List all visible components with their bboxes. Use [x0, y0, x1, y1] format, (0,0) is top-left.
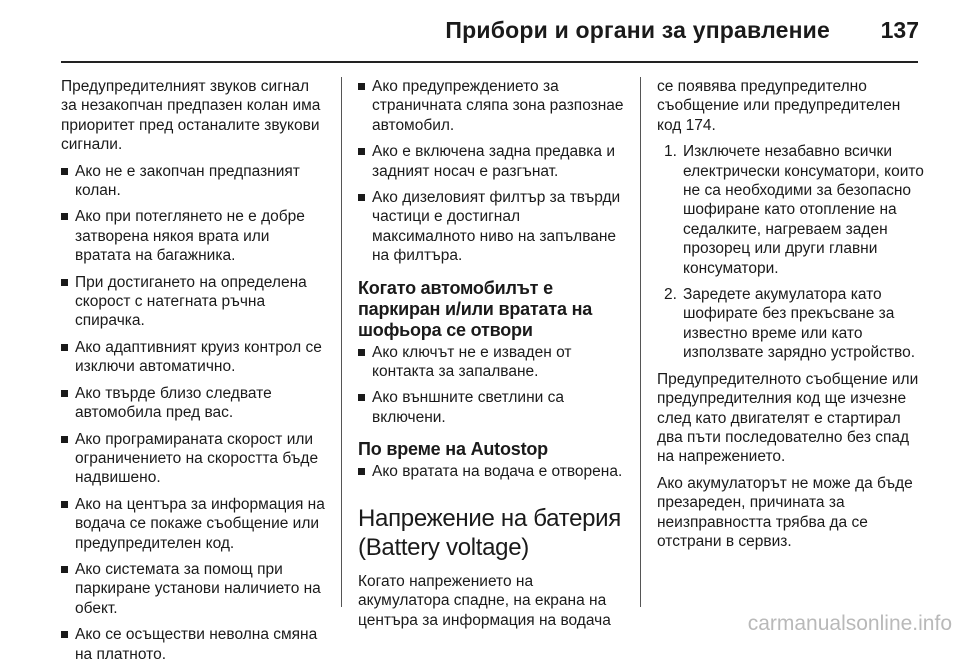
page-title: Прибори и органи за управление: [445, 17, 830, 43]
step-number: 1.: [664, 143, 677, 161]
list-item: Ако системата за помощ при паркиране установи наличието на обект.: [61, 560, 326, 618]
column-3: [657, 77, 927, 558]
list-item: Ако адаптивният круиз контрол се изключи автоматично.: [61, 338, 326, 377]
bullet-icon: [61, 631, 68, 638]
column-1: [61, 77, 326, 671]
list-item: Ако вратата на водача е отворена.: [358, 462, 626, 481]
bullet-icon: [61, 390, 68, 397]
warning-list-1: [61, 162, 326, 664]
intro-paragraph: Предупредителният звуков сигнал за незакопчан предпазен колан има приоритет пред останалите звукови сигнали.: [61, 78, 321, 154]
bullet-icon: [358, 194, 365, 201]
list-item: Ако е включена задна предавка и задният носач е разгънат.: [358, 142, 626, 181]
list-item: При достигането на определена скорост с натегната ръчна спирачка.: [61, 273, 326, 331]
bullet-icon: [61, 436, 68, 443]
bullet-icon: [61, 344, 68, 351]
battery-paragraph-cont: се появява предупредително съобщение или предупредителен код 174.: [657, 78, 901, 134]
list-item: Ако при потеглянето не е добре затворена някоя врата или вратата на багажника.: [61, 207, 326, 265]
list-item: Ако дизеловият филтър за твърди частици е достигнал максималното ниво на запълване на филтъра.: [358, 188, 626, 266]
heading-autostop: По време на Autostop: [358, 439, 548, 460]
step-item: 2. Заредете акумулатора като шофирате без прекъсване за известно време или като използвате зарядно устройство.: [664, 286, 916, 362]
bullet-icon: [358, 394, 365, 401]
step-number: 2.: [664, 286, 677, 304]
column-2: [358, 77, 626, 637]
bullet-icon: [358, 148, 365, 155]
list-item: Ако твърде близо следвате автомобила пред вас.: [61, 384, 326, 423]
column-divider-1: [341, 77, 342, 607]
bullet-icon: [358, 468, 365, 475]
bullet-icon: [358, 349, 365, 356]
list-item: Ако не е закопчан предпазният колан.: [61, 162, 326, 201]
list-item: Ако програмираната скорост или ограничението на скоростта бъде надвишено.: [61, 430, 326, 488]
bullet-icon: [61, 279, 68, 286]
bullet-icon: [61, 213, 68, 220]
step-item: 1. Изключете незабавно всички електрически консуматори, които не са необходими за безопасно шофиране като отопление на седалките, нагреваем заден прозорец или други главни консуматори.: [664, 143, 924, 277]
steps-list: [657, 142, 927, 362]
bullet-icon: [61, 566, 68, 573]
list-item: Ако външните светлини са включени.: [358, 388, 626, 427]
warning-list-2: [358, 77, 626, 266]
warning-list-parked: [358, 343, 626, 428]
watermark: carmanualsonline.info: [747, 612, 952, 635]
page-number: 137: [880, 17, 919, 43]
battery-paragraph: Когато напрежението на акумулатора спадне, на екрана на центъра за информация на водача: [358, 572, 611, 629]
bullet-icon: [61, 501, 68, 508]
bullet-icon: [358, 83, 365, 90]
header-rule: [61, 61, 918, 63]
list-item: Ако предупреждението за страничната сляпа зона разпознае автомобил.: [358, 77, 626, 135]
heading-parked: Когато автомобилът е паркиран и/или вратата на шофьора се отвори: [358, 277, 593, 340]
page-header: [0, 0, 960, 60]
service-paragraph: Ако акумулаторът не може да бъде презареден, причината за неизправността трябва да се отстрани в сервиз.: [657, 474, 913, 550]
list-item: Ако се осъществи неволна смяна на платното.: [61, 625, 326, 664]
warning-clear-paragraph: Предупредителното съобщение или предупредителния код ще изчезне след като двигателят е стартирал два пъти последователно без спад на напрежението.: [657, 370, 919, 466]
section-title-battery: Напрежение на батерия (Battery voltage): [358, 504, 621, 561]
warning-list-autostop: [358, 462, 626, 481]
column-divider-2: [640, 77, 641, 607]
bullet-icon: [61, 168, 68, 175]
list-item: Ако ключът не е изваден от контакта за запалване.: [358, 343, 626, 382]
list-item: Ако на центъра за информация на водача се покаже съобщение или предупредителен код.: [61, 495, 326, 553]
